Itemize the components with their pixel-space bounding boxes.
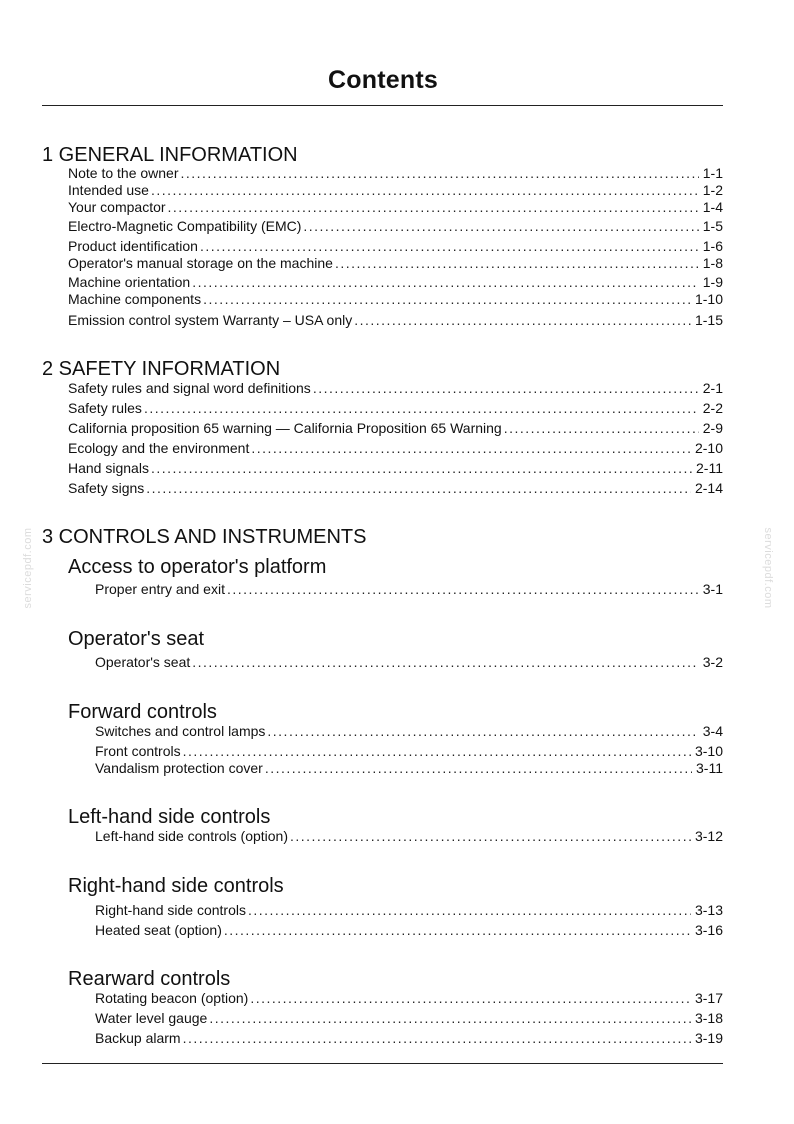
toc-entry[interactable]: [95, 1009, 723, 1027]
toc-entry-title: Water level gauge: [95, 1010, 208, 1026]
toc-entry-title: Ecology and the environment: [68, 440, 250, 456]
toc-entry-title: Switches and control lamps: [95, 723, 266, 739]
dot-leader: [251, 439, 691, 457]
toc-entry-title: Operator's seat: [95, 654, 191, 670]
section-heading-safety-information: 2 SAFETY INFORMATION: [42, 358, 281, 380]
dot-leader: [209, 1009, 691, 1027]
toc-entry-page: 2-10: [694, 440, 723, 456]
toc-entry-title: Proper entry and exit: [95, 581, 225, 597]
toc-entry-page: 3-16: [694, 922, 723, 938]
toc-entry-title: Electro-Magnetic Compatibility (EMC): [68, 218, 302, 234]
toc-entry[interactable]: [68, 164, 723, 182]
toc-entry-page: 2-11: [696, 460, 723, 476]
toc-entry-title: Safety signs: [68, 480, 145, 496]
toc-entry[interactable]: [68, 419, 723, 437]
toc-entry-page: 3-12: [694, 828, 723, 844]
toc-entry-page: 1-2: [702, 182, 723, 198]
toc-entry-title: Hand signals: [68, 460, 149, 476]
dot-leader: [303, 217, 698, 235]
footer-divider: [42, 1063, 723, 1064]
subsection-heading: Left-hand side controls: [68, 806, 271, 828]
toc-entry[interactable]: [68, 379, 723, 397]
toc-entry[interactable]: [68, 311, 723, 329]
toc-entry[interactable]: [95, 653, 723, 671]
toc-entry-title: Right-hand side controls: [95, 902, 246, 918]
dot-leader: [335, 254, 699, 272]
toc-entry-page: 1-10: [694, 291, 723, 307]
dot-leader: [200, 237, 699, 255]
dot-leader: [151, 181, 699, 199]
dot-leader: [151, 459, 692, 477]
subsection-heading: Operator's seat: [68, 628, 205, 650]
dot-leader: [183, 1029, 691, 1047]
toc-entry-page: 1-6: [702, 238, 723, 254]
subsection-heading: Rearward controls: [68, 968, 231, 990]
toc-entry-page: 3-18: [694, 1010, 723, 1026]
toc-entry[interactable]: [95, 989, 723, 1007]
toc-entry-page: 3-1: [702, 581, 723, 597]
toc-entry-page: 1-5: [702, 218, 723, 234]
toc-entry-page: 3-13: [694, 902, 723, 918]
toc-entry-title: Front controls: [95, 743, 181, 759]
toc-entry-page: 2-2: [702, 400, 723, 416]
toc-entry-page: 1-1: [702, 165, 723, 181]
page-title: Contents: [328, 66, 438, 94]
dot-leader: [227, 580, 699, 598]
subsection-heading: Forward controls: [68, 701, 217, 723]
toc-entry-title: Heated seat (option): [95, 922, 222, 938]
toc-entry-title: Rotating beacon (option): [95, 990, 249, 1006]
toc-entry[interactable]: [95, 1029, 723, 1047]
toc-entry-page: 3-11: [696, 760, 723, 776]
dot-leader: [267, 722, 698, 740]
toc-entry[interactable]: [68, 479, 723, 497]
toc-entry[interactable]: [68, 273, 723, 291]
toc-entry[interactable]: [95, 901, 723, 919]
subsection-heading: Access to operator's platform: [68, 556, 327, 578]
dot-leader: [146, 479, 691, 497]
toc-entry[interactable]: [95, 759, 723, 777]
toc-entry[interactable]: [68, 290, 723, 308]
toc-entry-title: Operator's manual storage on the machine: [68, 255, 333, 271]
toc-entry-page: 3-10: [694, 743, 723, 759]
dot-leader: [181, 164, 699, 182]
toc-entry-title: Vandalism protection cover: [95, 760, 263, 776]
toc-entry-title: Left-hand side controls (option): [95, 828, 288, 844]
watermark-left: servicepdf.com: [22, 527, 34, 609]
dot-leader: [313, 379, 699, 397]
section-heading-general-information: 1 GENERAL INFORMATION: [42, 144, 298, 166]
toc-entry[interactable]: [68, 399, 723, 417]
toc-entry-page: 2-1: [702, 380, 723, 396]
toc-entry-title: Machine orientation: [68, 274, 191, 290]
section-heading-controls-and-instruments: 3 CONTROLS AND INSTRUMENTS: [42, 526, 367, 548]
toc-entry-page: 1-15: [694, 312, 723, 328]
toc-entry-page: 2-9: [702, 420, 723, 436]
dot-leader: [224, 921, 691, 939]
toc-entry-page: 3-4: [702, 723, 723, 739]
toc-entry[interactable]: [68, 237, 723, 255]
subsection-heading: Right-hand side controls: [68, 875, 284, 897]
toc-entry[interactable]: [95, 580, 723, 598]
dot-leader: [504, 419, 699, 437]
toc-entry-title: Safety rules: [68, 400, 142, 416]
dot-leader: [248, 901, 691, 919]
dot-leader: [192, 653, 698, 671]
dot-leader: [183, 742, 691, 760]
toc-entry-title: California proposition 65 warning — California Proposition 65 Warning: [68, 420, 502, 436]
toc-entry[interactable]: [95, 921, 723, 939]
dot-leader: [265, 759, 692, 777]
toc-entry[interactable]: [68, 459, 723, 477]
dot-leader: [290, 827, 691, 845]
dot-leader: [192, 273, 699, 291]
dot-leader: [203, 290, 691, 308]
dot-leader: [144, 399, 699, 417]
toc-entry-title: Safety rules and signal word definitions: [68, 380, 311, 396]
toc-entry[interactable]: [68, 198, 723, 216]
toc-entry-title: Machine components: [68, 291, 202, 307]
toc-entry-page: 1-4: [702, 199, 723, 215]
toc-entry-title: Product identification: [68, 238, 198, 254]
toc-entry-page: 3-2: [702, 654, 723, 670]
toc-entry[interactable]: [68, 217, 723, 235]
toc-entry-title: Note to the owner: [68, 165, 179, 181]
watermark-right: servicepdf.com: [762, 527, 774, 609]
toc-entry-page: 3-19: [694, 1030, 723, 1046]
toc-entry-page: 1-8: [702, 255, 723, 271]
toc-entry[interactable]: [95, 742, 723, 760]
toc-entry[interactable]: [95, 827, 723, 845]
toc-entry[interactable]: [68, 254, 723, 272]
toc-entry-title: Intended use: [68, 182, 149, 198]
toc-entry[interactable]: [68, 439, 723, 457]
toc-entry-page: 2-14: [694, 480, 723, 496]
toc-entry-title: Backup alarm: [95, 1030, 181, 1046]
dot-leader: [250, 989, 691, 1007]
title-divider: [42, 105, 723, 106]
toc-entry-page: 3-17: [694, 990, 723, 1006]
toc-entry-title: Emission control system Warranty – USA only: [68, 312, 353, 328]
toc-entry[interactable]: [95, 722, 723, 740]
toc-entry[interactable]: [68, 181, 723, 199]
toc-entry-title: Your compactor: [68, 199, 166, 215]
toc-entry-page: 1-9: [702, 274, 723, 290]
dot-leader: [168, 198, 699, 216]
dot-leader: [354, 311, 691, 329]
